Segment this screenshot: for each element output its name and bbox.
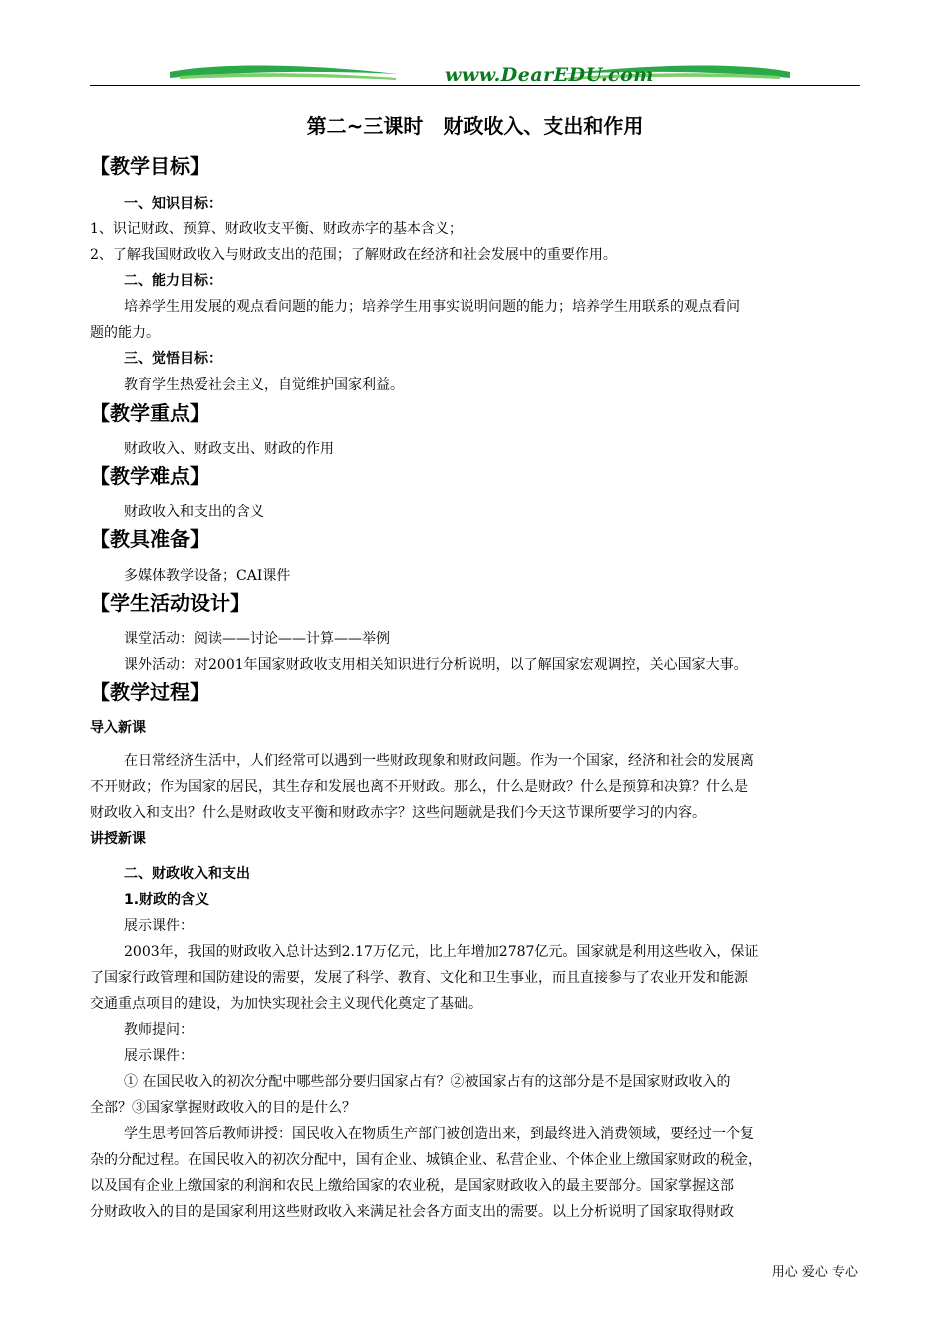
page-header <box>90 60 860 92</box>
subheading: 导入新课 <box>90 720 146 736</box>
text-line: 分财政收入的目的是国家利用这些财政收入来满足社会各方面支出的需要。以上分析说明了国家取得财政 <box>90 1204 734 1220</box>
text-line: 在日常经济生活中，人们经常可以遇到一些财政现象和财政问题。作为一个国家，经济和社会的发展离 <box>124 753 754 769</box>
text-line: 展示课件： <box>124 1048 194 1064</box>
text-line: 全部？③国家掌握财政收入的目的是什么？ <box>90 1100 356 1116</box>
subheading: 二、财政收入和支出 <box>124 866 250 882</box>
text-line: 培养学生用发展的观点看问题的能力；培养学生用事实说明问题的能力；培养学生用联系的观点看问 <box>124 299 740 315</box>
text-line: 教育学生热爱社会主义，自觉维护国家利益。 <box>124 377 404 393</box>
text-line: 展示课件： <box>124 918 194 934</box>
title-lesson: 第二~三课时 <box>306 114 424 138</box>
subheading: 三、觉悟目标： <box>124 351 222 367</box>
title-topic: 财政收入、支出和作用 <box>443 114 644 138</box>
page-footer: 用心 爱心 专心 <box>771 1265 858 1280</box>
section-heading: 【教学重点】 <box>90 401 210 425</box>
text-line: 教师提问： <box>124 1022 194 1038</box>
text-line: 学生思考回答后教师讲授：国民收入在物质生产部门被创造出来，到最终进入消费领域，要经过一个复 <box>124 1126 754 1142</box>
text-line: 杂的分配过程。在国民收入的初次分配中，国有企业、城镇企业、私营企业、个体企业上缴国家财政的税金， <box>90 1152 762 1168</box>
text-line: 课堂活动：阅读——讨论——计算——举例 <box>124 631 390 647</box>
text-line: 1、识记财政、预算、财政收支平衡、财政赤字的基本含义； <box>90 221 463 237</box>
section-heading: 【学生活动设计】 <box>90 591 250 615</box>
site-logo: www.DearEDU.com <box>445 64 654 86</box>
text-line: 了国家行政管理和国防建设的需要，发展了科学、教育、文化和卫生事业，而且直接参与了农业开发和能源 <box>90 970 748 986</box>
page-title <box>0 110 950 139</box>
text-line: ① 在国民收入的初次分配中哪些部分要归国家占有？②被国家占有的这部分是不是国家财政收入的 <box>124 1074 731 1090</box>
header-rule <box>90 85 860 86</box>
text-line: 多媒体教学设备；CAI课件 <box>124 568 291 584</box>
text-line: 以及国有企业上缴国家的利润和农民上缴给国家的农业税，是国家财政收入的最主要部分。国家掌握这部 <box>90 1178 734 1194</box>
section-heading: 【教具准备】 <box>90 527 210 551</box>
section-heading: 【教学难点】 <box>90 464 210 488</box>
text-line: 交通重点项目的建设，为加快实现社会主义现代化奠定了基础。 <box>90 996 482 1012</box>
text-line: 2003年，我国的财政收入总计达到2.17万亿元，比上年增加2787亿元。国家就是利用这些收入，保证 <box>124 944 759 960</box>
subheading: 二、能力目标： <box>124 273 222 289</box>
subheading: 1.财政的含义 <box>124 892 210 908</box>
text-line: 题的能力。 <box>90 325 160 341</box>
text-line: 2、了解我国财政收入与财政支出的范围；了解财政在经济和社会发展中的重要作用。 <box>90 247 617 263</box>
text-line: 不开财政；作为国家的居民，其生存和发展也离不开财政。那么，什么是财政？什么是预算和决算？什么是 <box>90 779 748 795</box>
text-line: 课外活动：对2001年国家财政收支用相关知识进行分析说明，以了解国家宏观调控，关心国家大事。 <box>124 657 748 673</box>
subheading: 一、知识目标： <box>124 196 222 212</box>
subheading: 讲授新课 <box>90 831 146 847</box>
section-heading: 【教学目标】 <box>90 154 210 178</box>
text-line: 财政收入和支出的含义 <box>124 504 264 520</box>
text-line: 财政收入和支出？什么是财政收支平衡和财政赤字？这些问题就是我们今天这节课所要学习的内容。 <box>90 805 706 821</box>
text-line: 财政收入、财政支出、财政的作用 <box>124 441 334 457</box>
section-heading: 【教学过程】 <box>90 680 210 704</box>
left-swoosh-decoration <box>170 60 400 86</box>
